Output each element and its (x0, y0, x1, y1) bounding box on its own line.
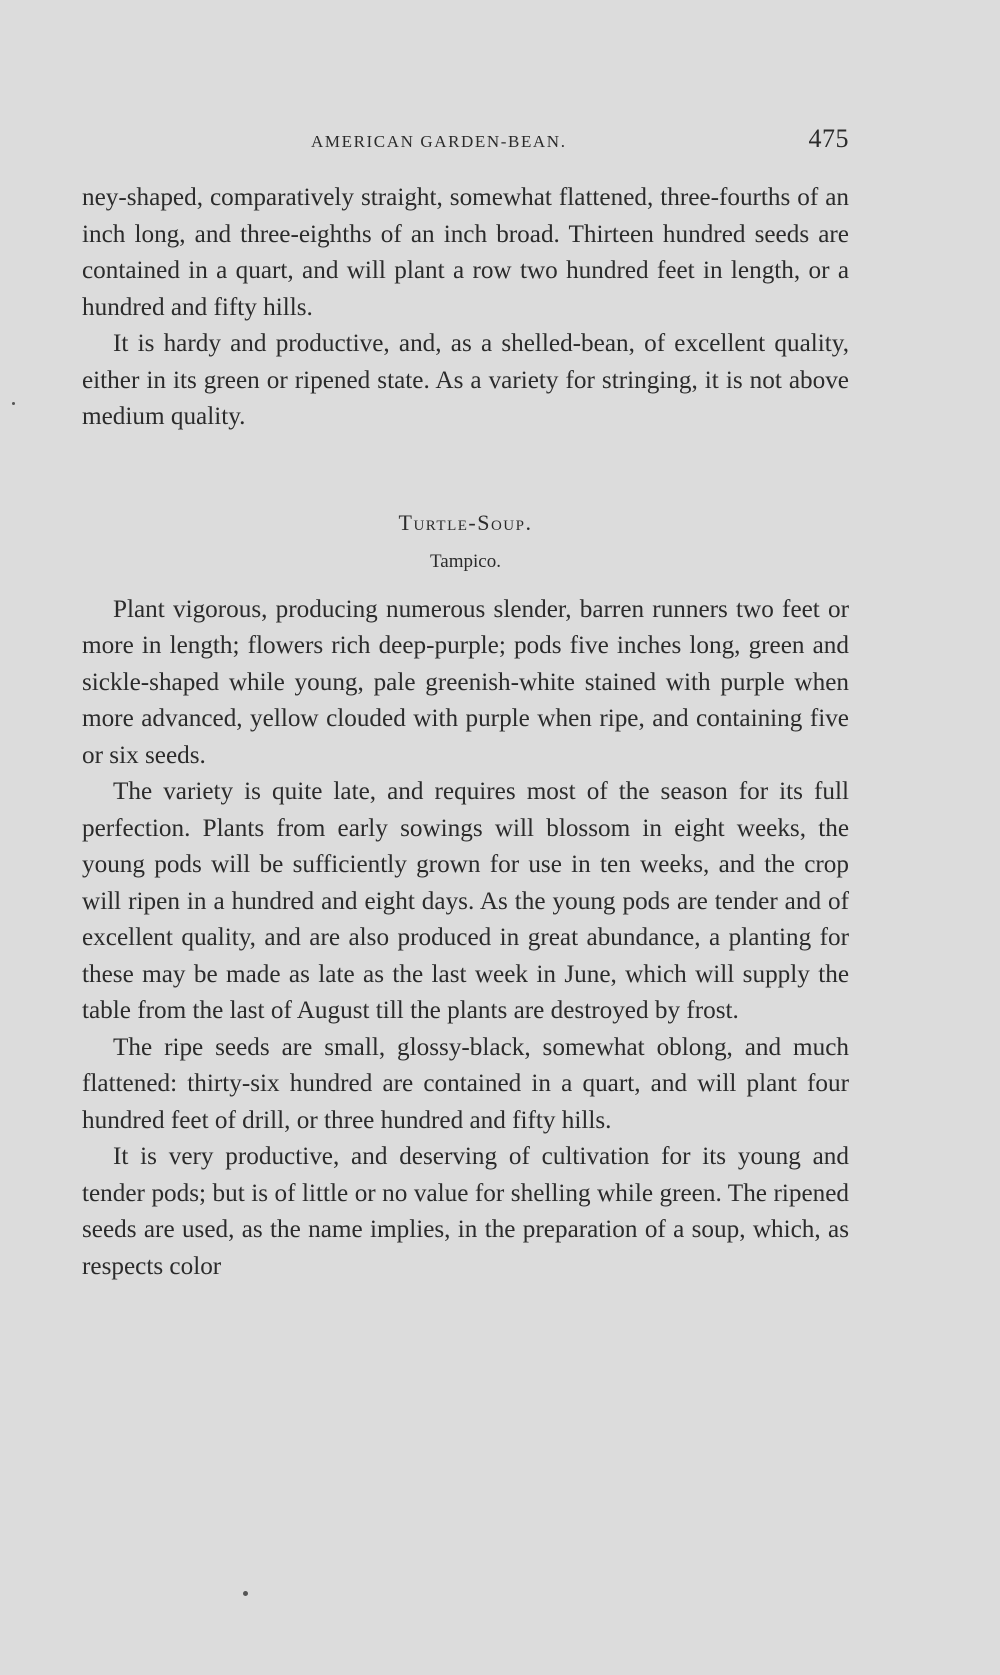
running-title: AMERICAN GARDEN-BEAN. (311, 132, 567, 151)
section-heading: Turtle-Soup. (398, 509, 533, 535)
paragraph-seeds: The ripe seeds are small, glossy-black, somewhat oblong, and much flattened: thirty-six hundred are contained in a quart, and will plant four hundred feet of drill, or three hundred and fifty hills. (82, 1033, 849, 1134)
paper-speck (243, 1591, 248, 1596)
book-page (82, 120, 849, 1285)
running-head (82, 120, 849, 160)
paragraph-uses: It is very productive, and deserving of cultivation for its young and tender pods; but is of little or no value for shelling while green. The ripened seeds are used, as the name implies, in the preparation of a soup, which, as respects color (82, 1143, 849, 1280)
paragraph-description: Plant vigorous, producing numerous slender, barren runners two feet or more in length; flowers rich deep-purple; pods five inches long, green and sickle-shaped while young, pale greenish-white stained with purple when more advanced, yellow clouded with purple when ripe, and containing five or six seeds. (82, 595, 849, 769)
paragraph-season: The variety is quite late, and requires most of the season for its full perfection. Plants from early sowings will blossom in eight weeks, the young pods will be sufficiently grown for use in ten weeks, and the crop will ripen in a hundred and eight days. As the young pods are tender and of excellent quality, and are also produced in great abundance, a planting for these may be made as late as the last week in June, which will supply the table from the last of August till the plants are destroyed by frost. (82, 778, 849, 1024)
paragraph-continued: ney-shaped, comparatively straight, somewhat flattened, three-fourths of an inch long, and three-eighths of an inch broad. Thirteen hundred seeds are contained in a quart, and will plant a row two hundred feet in length, or a hundred and fifty hills. (82, 184, 849, 321)
page-number: 475 (808, 124, 849, 153)
paper-speck (12, 402, 15, 405)
variety-synonym: Tampico. (430, 550, 501, 572)
paragraph-quality: It is hardy and productive, and, as a shelled-bean, of excellent quality, either in its green or ripened state. As a variety for stringing, it is not above medium quality. (82, 330, 849, 430)
